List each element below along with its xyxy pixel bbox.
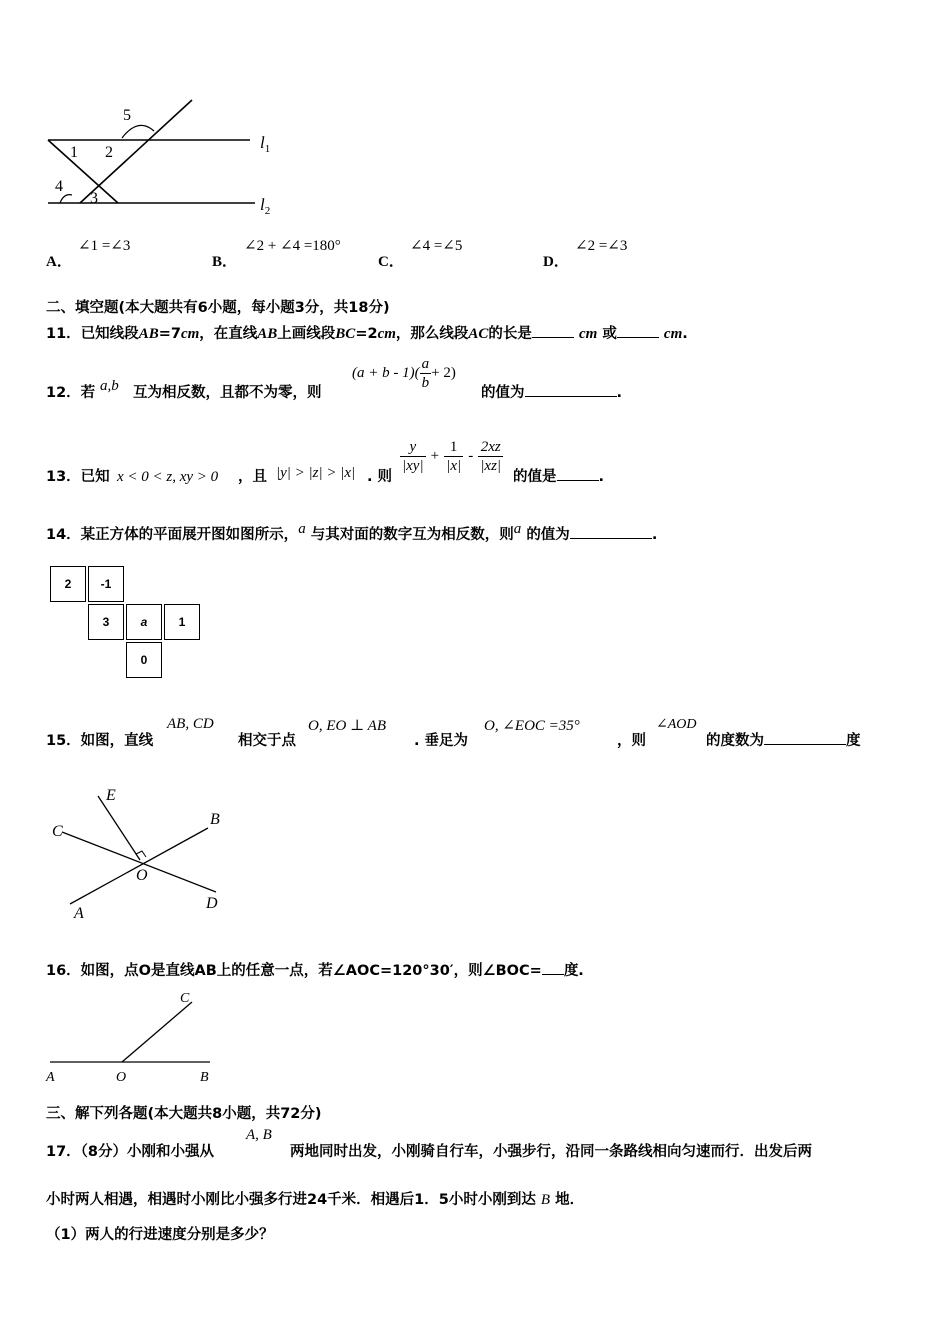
line-label-l2: $l_2$ [260, 195, 271, 217]
q13-abs-condition: |y| > |z| > |x| [276, 465, 356, 481]
q15-text3: ，则 [617, 733, 646, 749]
point-label-C: C [52, 823, 63, 840]
q10-parallel-lines-figure [40, 95, 290, 220]
q16-angle-figure [44, 986, 224, 1086]
angle-label-1: 1 [70, 144, 78, 161]
option-expr: ∠2 =∠3 [575, 238, 628, 254]
q12-expression: (a + b - 1)( $\frac{a}{b}$ + 2) [352, 356, 456, 391]
point-label-A: A [46, 1070, 55, 1085]
q13-condition: x < 0 < z, xy > 0 [117, 469, 219, 485]
q13-expression: $\frac{y}{|xy|}$ + $\frac{1}{|x|}$ - $\frac{2xz}{|xz|}$ [402, 439, 502, 474]
q12-text: 互为相反数，且都不为零，则 [133, 385, 322, 401]
q15-text2: . 垂足为 [414, 733, 469, 749]
section-3-title: 三、解下列各题(本大题共8小题，共72分) [46, 1106, 322, 1122]
net-cell: -1 [88, 566, 124, 602]
q15-text1: 相交于点 [238, 733, 296, 749]
q15-cond: O, ∠EOC =35° [484, 718, 580, 734]
q12-tail: 的值为 . [481, 381, 622, 402]
option-label: C． [378, 254, 404, 270]
q15-intersecting-lines-figure [48, 782, 238, 922]
q13-num: 13．已知 [46, 469, 110, 485]
answer-blank[interactable] [764, 730, 846, 745]
option-label: B． [212, 254, 238, 270]
answer-blank-1[interactable] [532, 323, 574, 338]
question-11: 11．已知线段AB=7cm，在直线AB上画线段BC=2cm，那么线段AC的长是 cm 或 cm. [46, 322, 688, 343]
answer-blank[interactable] [525, 382, 617, 397]
net-cell: 2 [50, 566, 86, 602]
answer-blank[interactable] [570, 524, 652, 539]
answer-blank[interactable] [542, 960, 564, 975]
q10-option-c[interactable] [378, 236, 548, 270]
q10-option-a[interactable] [46, 236, 216, 270]
net-cell: 1 [164, 604, 200, 640]
q15-angle: ∠AOD [656, 717, 697, 732]
point-label-C: C [180, 991, 190, 1006]
net-cell: 3 [88, 604, 124, 640]
q17-places: A, B [246, 1127, 272, 1143]
q13-tail: 的值是 . [513, 465, 604, 486]
point-label-D: D [206, 895, 218, 912]
answer-blank-2[interactable] [617, 323, 659, 338]
q15-num: 15．如图，直线 [46, 733, 154, 749]
point-label-B: B [200, 1070, 209, 1085]
q12-vars: a,b [100, 378, 119, 394]
point-label-O: O [116, 1070, 127, 1085]
option-expr: ∠2 + ∠4 =180° [244, 238, 341, 254]
line-label-l1: $l_1$ [260, 133, 271, 155]
angle-label-4: 4 [55, 178, 63, 195]
angle-label-2: 2 [105, 144, 113, 161]
section-2-title: 二、填空题(本大题共有6小题，每小题3分，共18分) [46, 300, 390, 316]
point-label-A: A [74, 905, 84, 922]
q17-text1: 两地同时出发，小刚骑自行车，小强步行，沿同一条路线相向匀速而行．出发后两 [290, 1144, 812, 1160]
option-label: A． [46, 254, 72, 270]
q15-lines: AB, CD [167, 716, 214, 732]
q15-perp: O, EO ⊥ AB [308, 718, 386, 734]
net-cell: 0 [126, 642, 162, 678]
q10-option-b[interactable] [212, 236, 382, 270]
net-cell-a: a [126, 604, 162, 640]
q13-text1: ，且 [238, 469, 267, 485]
q15-tail: 的度数为 度 [706, 729, 861, 750]
q13-text2: . 则 [367, 469, 393, 485]
answer-blank[interactable] [557, 466, 599, 481]
question-12: 12．若 [46, 385, 96, 401]
point-label-B: B [210, 811, 220, 828]
option-expr: ∠1 =∠3 [78, 238, 131, 254]
angle-label-3: 3 [90, 190, 98, 207]
question-16: 16．如图，点O是直线AB上的任意一点，若∠AOC=120°30′，则∠BOC= 度. [46, 959, 584, 980]
angle-label-5: 5 [123, 107, 131, 124]
question-14: 14．某正方体的平面展开图如图所示，a 与其对面的数字互为相反数，则a 的值为 . [46, 521, 658, 543]
point-label-E: E [106, 787, 116, 804]
q10-option-d[interactable] [543, 236, 713, 270]
option-label: D． [543, 254, 569, 270]
q17-num: 17．（8分）小刚和小强从 [46, 1144, 215, 1160]
q17-line2: 小时两人相遇，相遇时小刚比小强多行进24千米．相遇后1．5小时小刚到达 B 地． [46, 1192, 585, 1208]
option-expr: ∠4 =∠5 [410, 238, 463, 254]
q17-sub1: （1）两人的行进速度分别是多少？ [46, 1227, 274, 1243]
point-label-O: O [136, 867, 148, 884]
cube-net-figure [50, 566, 210, 681]
